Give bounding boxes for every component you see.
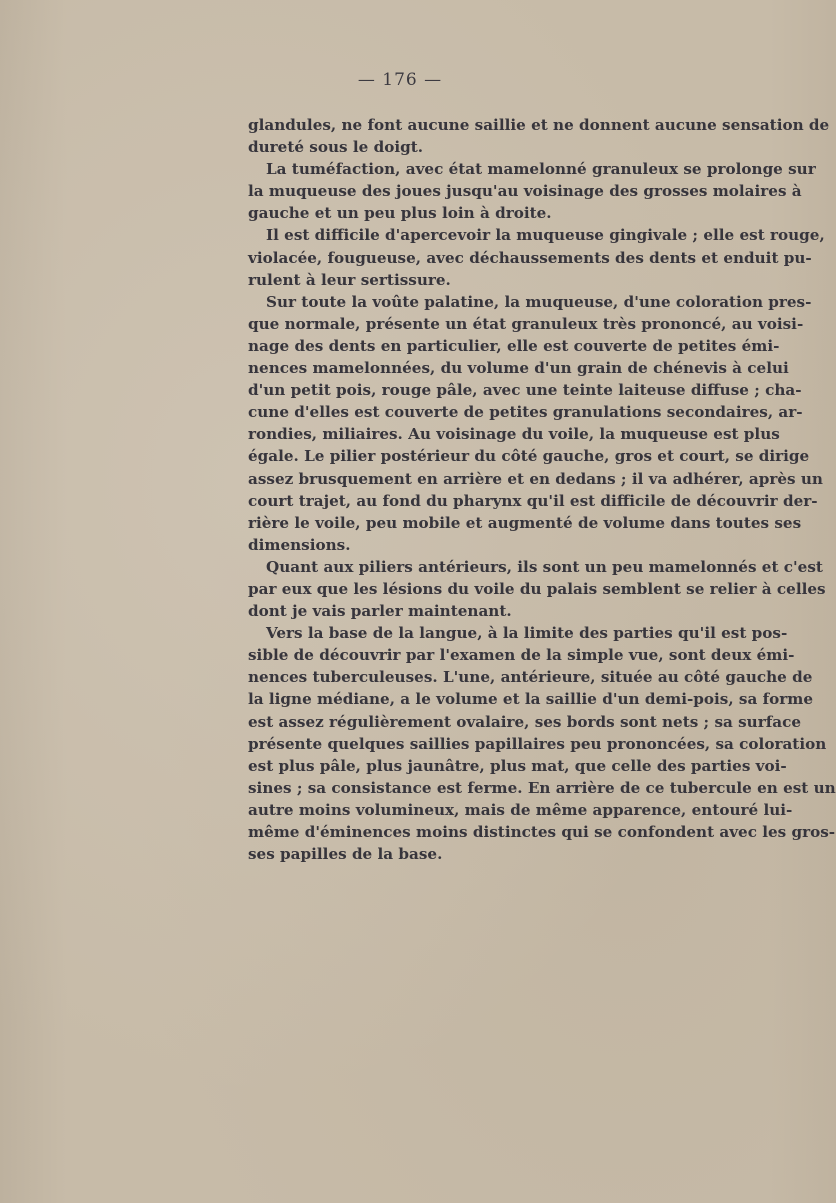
text-line: nage des dents en particulier, elle est couverte de petites émi- — [248, 336, 780, 355]
text-line: la ligne médiane, a le volume et la saillie d'un demi-pois, sa forme — [248, 690, 813, 709]
text-line: d'un petit pois, rouge pâle, avec une teinte laiteuse diffuse ; cha- — [248, 381, 802, 400]
text-line: nences mamelonnées, du volume d'un grain de chénevis à celui — [248, 359, 789, 378]
text-line: la muqueuse des joues jusqu'au voisinage des grosses molaires à — [248, 182, 802, 201]
text-line: glandules, ne font aucune saillie et ne donnent aucune sensation de — [248, 116, 830, 134]
text-line: violacée, fougueuse, avec déchaussements des dents et enduit pu- — [248, 248, 812, 267]
text-line: égale. Le pilier postérieur du côté gauche, gros et court, se dirige — [248, 447, 810, 466]
text-line: même d'éminences moins distinctes qui se confondent avec les gros- — [248, 823, 836, 841]
text-line: Sur toute la voûte palatine, la muqueuse, d'une coloration pres- — [266, 292, 812, 311]
text-line: sines ; sa consistance est ferme. En arrière de ce tubercule en est un — [248, 778, 836, 797]
paragraph — [248, 556, 826, 622]
text-line: Il est difficile d'apercevoir la muqueuse gingivale ; elle est rouge, — [266, 226, 825, 245]
text-line: rondies, miliaires. Au voisinage du voile, la muqueuse est plus — [248, 425, 780, 444]
text-line: est assez régulièrement ovalaire, ses bords sont nets ; sa surface — [248, 712, 802, 731]
text-line: assez brusquement en arrière et en dedans ; il va adhérer, après un — [248, 469, 823, 488]
text-line: rulent à leur sertissure. — [248, 270, 451, 289]
text-line: dont je vais parler maintenant. — [248, 602, 512, 621]
paragraph — [248, 114, 830, 158]
text-line: Vers la base de la langue, à la limite des parties qu'il est pos- — [266, 624, 788, 643]
text-line: que normale, présente un état granuleux très prononcé, au voisi- — [248, 314, 804, 333]
text-line: court trajet, au fond du pharynx qu'il est difficile de découvrir der- — [248, 491, 818, 510]
body-text — [248, 114, 836, 865]
paragraph — [248, 158, 816, 224]
text-line: La tuméfaction, avec état mamelonné granuleux se prolonge sur — [266, 160, 816, 179]
text-line: sible de découvrir par l'examen de la simple vue, sont deux émi- — [248, 646, 795, 665]
paragraph — [248, 291, 823, 556]
text-line: par eux que les lésions du voile du palais semblent se relier à celles — [248, 579, 826, 598]
text-line: présente quelques saillies papillaires peu prononcées, sa coloration — [248, 734, 827, 753]
text-line: est plus pâle, plus jaunâtre, plus mat, que celle des parties voi- — [248, 756, 787, 775]
text-line: dureté sous le doigt. — [248, 138, 424, 157]
text-line: cune d'elles est couverte de petites granulations secondaires, ar- — [248, 403, 803, 422]
paragraph — [248, 224, 825, 290]
text-line: gauche et un peu plus loin à droite. — [248, 204, 552, 223]
page-number: — 176 — — [357, 70, 443, 90]
paragraph — [248, 622, 836, 865]
text-line: rière le voile, peu mobile et augmenté de volume dans toutes ses — [248, 513, 802, 532]
text-line: ses papilles de la base. — [248, 845, 443, 864]
text-line: nences tuberculeuses. L'une, antérieure, située au côté gauche de — [248, 668, 813, 687]
text-line: autre moins volumineux, mais de même apparence, entouré lui- — [248, 800, 793, 819]
text-line: Quant aux piliers antérieurs, ils sont un peu mamelonnés et c'est — [266, 557, 823, 576]
text-line: dimensions. — [248, 535, 351, 554]
